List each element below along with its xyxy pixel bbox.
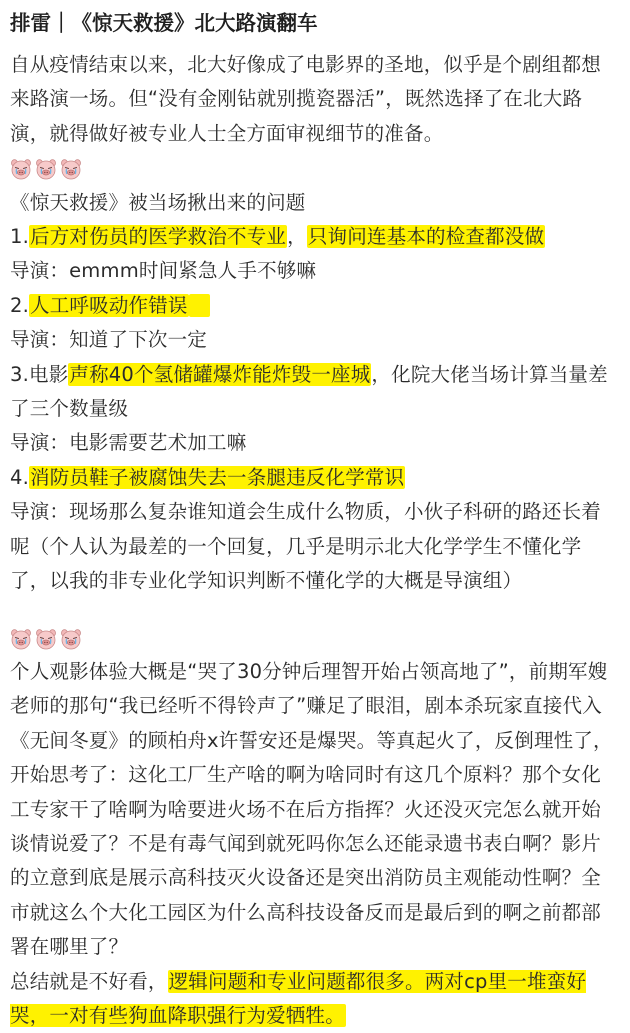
crying-pig-face-icon: [35, 157, 57, 179]
issue-text: ，: [287, 225, 307, 249]
intro-paragraph: 自从疫情结束以来，北大好像成了电影界的圣地，似乎是个剧组都想来路演一场。但“没有金刚钻就别揽瓷器活”，既然选择了在北大路演，就得做好被专业人士全方面审视细节的准备。: [10, 53, 602, 145]
issue-list: [10, 220, 618, 598]
director-reply-3: 导演：电影需要艺术加工嘛: [10, 431, 247, 455]
crying-pig-face-icon: [10, 157, 32, 179]
crying-pig-face-icon: [60, 157, 82, 179]
issue-number: 4.: [10, 465, 30, 489]
issue-text: ，化院大佬当场计算当量差了三个数量级: [10, 362, 608, 421]
issue-2: [10, 289, 618, 323]
issue-number: 1.: [10, 225, 30, 249]
summary-paragraph: [10, 965, 618, 1033]
crying-pig-face-icon: [60, 627, 82, 649]
issue-number: 3.电影: [10, 362, 69, 386]
post-body: [10, 48, 618, 1033]
issue-1: [10, 220, 618, 254]
issue-highlight: 只询问连基本的检查都没做: [307, 225, 545, 249]
issue-highlight: 后方对伤员的医学救治不专业: [30, 225, 287, 249]
issue-highlight: 消防员鞋子被腐蚀失去一条腿违反化学常识: [30, 465, 405, 489]
emoji-row-2: [10, 620, 618, 654]
issue-highlight: 人工呼吸动作错误: [30, 293, 188, 317]
summary-highlight: 逻辑问题和专业问题都很多。两对cp里一堆蛮好哭，一对有些狗血降职强行为爱牺牲。: [10, 969, 587, 1027]
crying-pig-face-icon: [10, 627, 32, 649]
issue-number: 2.: [10, 293, 30, 317]
director-reply-4: 导演：现场那么复杂谁知道会生成什么物质，小伙子科研的路还长着呢（个人认为最差的一个回复，几乎是明示北大化学学生不懂化学了，以我的非专业化学知识判断不懂化学的大概是导演组）: [10, 500, 602, 593]
crying-pig-face-icon: [35, 627, 57, 649]
post-title: 排雷｜《惊天救援》北大路演翻车: [10, 11, 318, 35]
issue-highlight: 声称40个氢储罐爆炸能炸毁一座城: [69, 362, 371, 386]
director-reply-1: 导演：emmm时间紧急人手不够嘛: [10, 259, 317, 283]
issue-4: [10, 461, 618, 495]
issues-heading: 《惊天救援》被当场揪出来的问题: [10, 190, 306, 214]
summary-text: 总结就是不好看，: [10, 969, 168, 993]
review-paragraph: 个人观影体验大概是“哭了30分钟后理智开始占领高地了”，前期军嫂老师的那句“我已经听不得铃声了”赚足了眼泪，剧本杀玩家直接代入《无间冬夏》的顾柏舟x许誓安还是爆哭。等真起火了，反倒理性了，开始思考了：这化工厂生产啥的啊为啥同时有这几个原料？那个女化工专家干了啥啊为啥要进火场不在后方指挥？火还没灭完怎么就开始谈情说爱了？不是有毒气闻到就死吗你怎么还能录遗书表白啊？影片的立意到底是展示高科技灭火设备还是突出消防员主观能动性啊？全市就这么个大化工园区为什么高科技设备反而是最后到的啊之前都部署在哪里了？: [10, 659, 613, 959]
emoji-row-1: [10, 151, 618, 185]
paragraph-gap: [10, 598, 618, 620]
issue-3: [10, 358, 618, 427]
director-reply-2: 导演：知道了下次一定: [10, 328, 208, 352]
